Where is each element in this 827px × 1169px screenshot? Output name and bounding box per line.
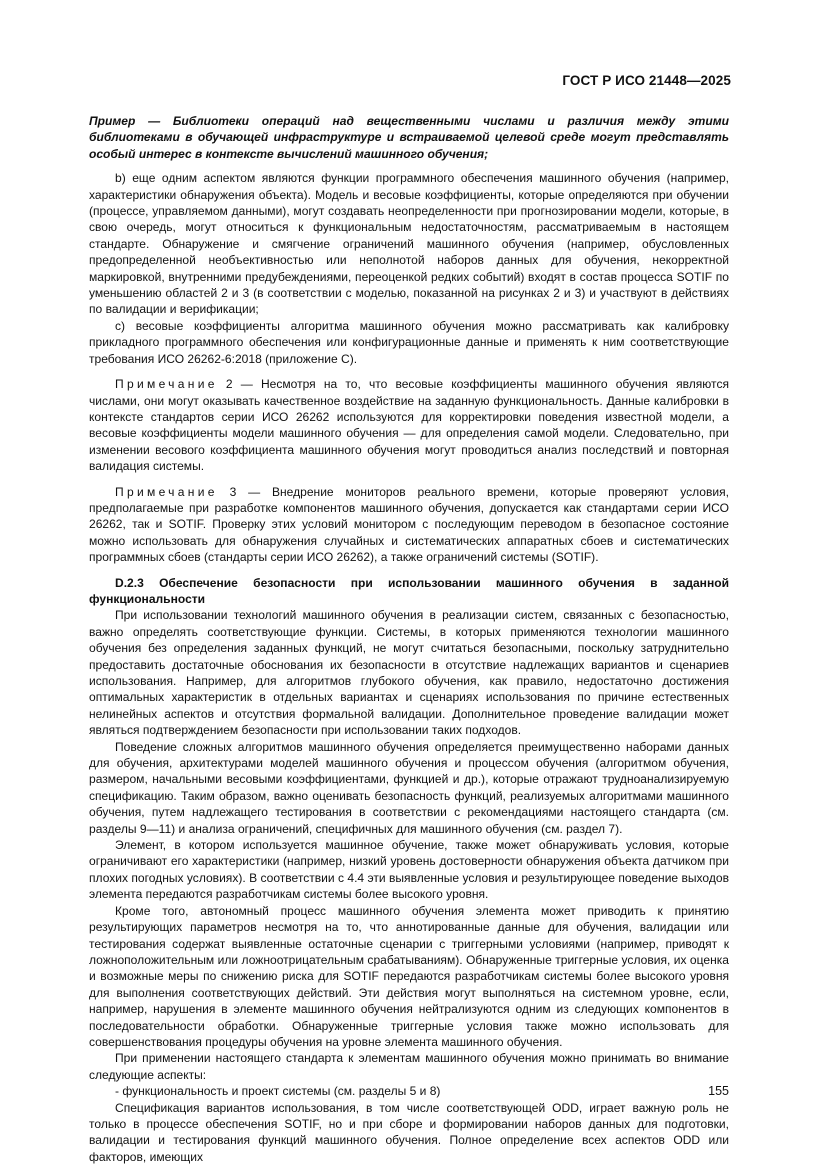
list-item-c: c) весовые коэффициенты алгоритма машинного обучения можно рассматривать как калибровку прикладного программного обеспечения или конфигурационные данные и применять к ним соответствующие требования ИСО 26262-6:2018 (приложение С). [89, 318, 729, 366]
section-title: Обеспечение безопасности при использовании машинного обучения в заданной функциональности [89, 575, 729, 606]
page-number: 155 [708, 1084, 729, 1098]
body-paragraph-2: Поведение сложных алгоритмов машинного обучения определяется преимущественно наборами данных для обучения, архитектурами моделей машинного обучения и процессом обучения (алгоритмом обучения, размером, начальными весовыми коэффициентами, функцией и др.), которые отражают трудноанализируемую спецификацию. Таким образом, важно оценивать безопасность функций, реализуемых алгоритмами машинного обучения, путем надлежащего тестирования в соответствии с рекомендациями настоящего стандарта (см. разделы 9—11) и анализа ограничений, специфичных для машинного обучения (см. раздел 7). [89, 739, 729, 836]
note-2-text: 2 — Несмотря на то, что весовые коэффициенты машинного обучения являются числами, они могут оказывать качественное воздействие на заданную функциональность. Данные калибровки в контексте стандартов серии ИСО 26262 используются для корректировки поведения известной модели, а весовые коэффициенты модели машинного обучения — для определения самой модели. Следовательно, при изменении весового коэффициента машинного обучения могут проводиться анализ последствий и повторная валидация системы. [89, 377, 729, 474]
bullet-item: - функциональность и проект системы (см. разделы 5 и 8) [115, 1084, 441, 1099]
note-3-label: Примечание [115, 484, 218, 499]
note-2 [89, 376, 729, 474]
body-paragraph-4: Кроме того, автономный процесс машинного обучения элемента может приводить к принятию результирующих параметров несмотря на то, что аннотированные данные для обучения, валидации или тестирования содержат выявленные остаточные сценарии с триггерными условиями (например, приводят к ложноположительным или ложноотрицательным срабатываниям). Обнаруженные триггерные условия, их оценка и возможные меры по снижению риска для SOTIF передаются разработчикам системы более высокого уровня для выполнения соответствующих действий. Эти действия могут выполняться на системном уровне, если, например, нарушения в элементе машинного обучения нейтрализуются одним из следующих компонентов в последовательности обработки. Обнаруженные триггерные условия также можно использовать для совершенствования процедуры обучения на уровне элемента машинного обучения. [89, 903, 729, 1049]
note-3 [89, 484, 729, 566]
body-paragraph-6: Спецификация вариантов использования, в том числе соответствующей ODD, играет важную роль не только в процессе обеспечения SOTIF, но и при сборе и формировании наборов данных для подготовки, валидации и тестирования функций машинного обучения. Полное определение всех аспектов ODD или факторов, имеющих [89, 1100, 729, 1164]
page-body [89, 113, 729, 1165]
note-2-label: Примечание [115, 377, 218, 392]
body-paragraph-3: Элемент, в котором используется машинное обучение, также может обнаруживать условия, которые ограничивают его характеристики (например, низкий уровень достоверности обнаружения объекта датчиком при плохих погодных условиях). В соответствии с 4.4 эти выявленные условия и результирующее поведение выходов элемента передаются разработчикам системы более высокого уровня. [89, 838, 729, 902]
body-paragraph-1: При использовании технологий машинного обучения в реализации систем, связанных с безопасностью, важно определять соответствующие функции. Системы, в которых применяются технологии машинного обучения без определения заданных функций, не могут считаться безопасными, поскольку затруднительно предоставить достаточные обоснования их безопасности в отсутствие надлежащих вариантов и сценариев использования. Например, для алгоритмов глубокого обучения, как правило, недостаточно достижения оптимальных характеристик в отдельных вариантах и сценариях использования по причине естественных нелинейных аспектов и отсутствия формальной валидации. Дополнительное проведение валидации может являться подтверждением безопасности при использовании таких подходов. [89, 608, 729, 738]
list-item-b: b) еще одним аспектом являются функции программного обеспечения машинного обучения (например, характеристики обнаружения объекта). Модель и весовые коэффициенты, которые определяются при обучении (процессе, управляемом данными), могут создавать неопределенности при прогнозировании модели, которые, в свою очередь, могут относиться к функциональным недостаточностям, рассматриваемым в настоящем стандарте. Обнаружение и смягчение ограничений машинного обучения (например, обусловленных предопределенной необъективностью или неполнотой наборов данных для обучения, некорректной маркировкой, внутренними предубеждениями, переоценкой редких событий) входят в состав процесса SOTIF по уменьшению областей 2 и 3 (в соответствии с моделью, показанной на рисунках 2 и 3) и участвуют в действиях по валидации и верификации; [89, 171, 729, 317]
document-header: ГОСТ Р ИСО 21448—2025 [562, 73, 731, 88]
section-number: D.2.3 [115, 575, 144, 590]
section-heading [89, 575, 729, 608]
example-text: Пример — Библиотеки операций над вещественными числами и различия между этими библиотеками в обучающей инфраструктуре и встраиваемой целевой среде могут представлять особый интерес в контексте вычислений машинного обучения; [89, 114, 729, 161]
note-3-text: 3 — Внедрение мониторов реального времени, которые проверяют условия, предполагаемые при разработке компонентов машинного обучения, допускается как стандартами серии ИСО 26262, так и SOTIF. Проверку этих условий монитором с последующим переводом в безопасное состояние можно использовать для обнаружения случайных и систематических аппаратных сбоев и систематических программных сбоев (стандарты серии ИСО 26262), а также ограничений системы (SOTIF). [89, 484, 729, 565]
body-paragraph-5: При применении настоящего стандарта к элементам машинного обучения можно принимать во внимание следующие аспекты: [89, 1051, 729, 1082]
